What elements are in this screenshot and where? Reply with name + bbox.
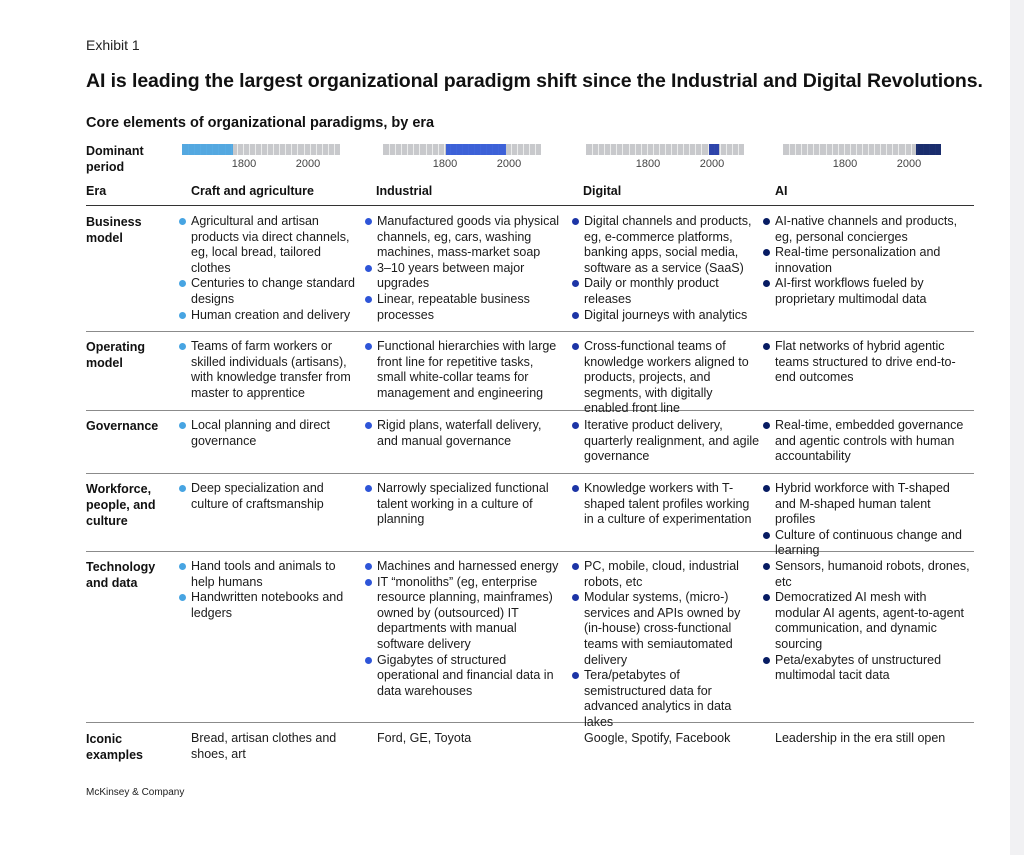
table-cell-craft xyxy=(179,559,361,621)
table-cell-digital xyxy=(572,339,760,417)
dominant-period-fill xyxy=(182,144,233,155)
timeline-tick xyxy=(801,144,802,155)
timeline-tick xyxy=(898,144,899,155)
bullet-item xyxy=(763,245,973,276)
bullet-list xyxy=(365,481,561,528)
table-cell-digital xyxy=(572,559,760,731)
timeline-labels xyxy=(586,158,744,172)
cell-text: Bread, artisan clothes and shoes, art xyxy=(191,731,337,761)
row-label: Operating model xyxy=(86,340,146,370)
bullet-item xyxy=(179,214,361,276)
timeline-craft xyxy=(182,144,340,172)
timeline-tick xyxy=(255,144,256,155)
bullet-dot-icon xyxy=(179,280,186,287)
timeline-ai xyxy=(783,144,941,172)
bullet-text: Rigid plans, waterfall delivery, and manual governance xyxy=(377,418,542,448)
row-label: Governance xyxy=(86,419,159,433)
table-cell-industrial xyxy=(365,731,561,747)
bullet-list xyxy=(763,481,973,559)
timeline-tick xyxy=(267,144,268,155)
bullet-dot-icon xyxy=(365,265,372,272)
timeline-year-label: 2000 xyxy=(699,158,725,170)
cell-text: Leadership in the era still open xyxy=(775,731,946,745)
chart-subtitle: Core elements of organizational paradigms, by era xyxy=(86,115,435,131)
table-cell-industrial xyxy=(365,214,561,323)
row-divider xyxy=(86,410,974,411)
bullet-text: AI-first workflows fueled by proprietary multimodal data xyxy=(775,276,927,306)
bullet-item xyxy=(572,276,760,307)
bullet-item xyxy=(572,590,760,668)
bullet-dot-icon xyxy=(179,422,186,429)
timeline-tick xyxy=(243,144,244,155)
timeline-tick xyxy=(892,144,893,155)
table-cell-craft xyxy=(179,214,361,323)
bullet-dot-icon xyxy=(572,422,579,429)
bullet-text: Linear, repeatable business processes xyxy=(377,291,530,322)
bullet-list xyxy=(572,214,760,323)
bullet-item xyxy=(365,481,561,528)
dominant-period-fill xyxy=(709,144,718,155)
bullet-text: Culture of continuous change and learning xyxy=(775,527,962,558)
bullet-text: IT “monoliths” (eg, enterprise resource planning, mainframes) owned by (outsourced) IT departments with manual software delivery xyxy=(377,574,553,651)
bullet-list xyxy=(179,214,361,323)
bullet-item xyxy=(572,418,760,465)
dominant-period-text: Dominant period xyxy=(86,144,144,174)
timeline-tick xyxy=(237,144,238,155)
timeline-tick xyxy=(610,144,611,155)
bullet-text: Iterative product delivery, quarterly realignment, and agile governance xyxy=(584,418,760,464)
bullet-item xyxy=(179,590,361,621)
bullet-text: Real-time, embedded governance and agentic controls with human accountability xyxy=(775,418,964,464)
bullet-dot-icon xyxy=(763,485,770,492)
timeline-tick xyxy=(850,144,851,155)
timeline-tick xyxy=(838,144,839,155)
bullet-list xyxy=(763,418,973,465)
bullet-dot-icon xyxy=(179,594,186,601)
timeline-tick xyxy=(807,144,808,155)
timeline-tick xyxy=(880,144,881,155)
table-cell-digital xyxy=(572,214,760,323)
bullet-dot-icon xyxy=(365,343,372,350)
row-divider xyxy=(86,331,974,332)
bullet-text: AI-native channels and products, eg, personal concierges xyxy=(775,214,958,244)
timeline-tick xyxy=(389,144,390,155)
timeline-tick xyxy=(653,144,654,155)
bullet-text: Modular systems, (micro-) services and APIs owned by (in-house) cross-functional teams with semiautomated delivery xyxy=(584,590,741,667)
table-cell-ai xyxy=(763,731,973,747)
bullet-list xyxy=(179,481,361,512)
bullet-dot-icon xyxy=(572,594,579,601)
timeline-tick xyxy=(304,144,305,155)
bullet-dot-icon xyxy=(179,563,186,570)
table-cell-craft xyxy=(179,418,361,449)
bullet-item xyxy=(365,292,561,323)
bullet-item xyxy=(572,214,760,276)
bullet-dot-icon xyxy=(365,422,372,429)
timeline-tick xyxy=(720,144,721,155)
timeline-tick xyxy=(671,144,672,155)
bullet-item xyxy=(763,653,973,684)
bullet-item xyxy=(572,559,760,590)
bullet-text: Centuries to change standard designs xyxy=(191,276,355,306)
bullet-list xyxy=(572,418,760,465)
bullet-text: Real-time personalization and innovation xyxy=(775,245,941,275)
row-label: Business model xyxy=(86,215,142,245)
timeline-tick xyxy=(629,144,630,155)
bullet-dot-icon xyxy=(365,485,372,492)
table-cell-digital xyxy=(572,418,760,465)
timeline-digital xyxy=(586,144,744,172)
bullet-item xyxy=(179,276,361,307)
bullet-item xyxy=(365,339,561,401)
bullet-dot-icon xyxy=(763,343,770,350)
timeline-tick xyxy=(291,144,292,155)
timeline-tick xyxy=(598,144,599,155)
timeline-tick xyxy=(683,144,684,155)
timeline-tick xyxy=(695,144,696,155)
bullet-dot-icon xyxy=(763,218,770,225)
bullet-item xyxy=(179,481,361,512)
timeline-tick xyxy=(413,144,414,155)
bullet-dot-icon xyxy=(365,218,372,225)
footer-brand: McKinsey & Company xyxy=(86,787,185,798)
timeline-tick xyxy=(641,144,642,155)
timeline-tick xyxy=(529,144,530,155)
timeline-industrial xyxy=(383,144,541,172)
bullet-text: Hybrid workforce with T-shaped and M-shaped human talent profiles xyxy=(775,481,950,527)
era-column-header: Era xyxy=(86,184,107,198)
bullet-dot-icon xyxy=(179,312,186,319)
timeline-tick xyxy=(328,144,329,155)
era-header-digital: Digital xyxy=(583,184,622,198)
bullet-text: Hand tools and animals to help humans xyxy=(191,559,336,589)
bullet-text: Local planning and direct governance xyxy=(191,418,330,448)
bullet-text: Knowledge workers with T-shaped talent profiles working in a culture of experimentation xyxy=(584,481,752,527)
bullet-dot-icon xyxy=(179,343,186,350)
bullet-text: Peta/exabytes of unstructured multimodal tacit data xyxy=(775,652,942,683)
timeline-year-label: 2000 xyxy=(295,158,321,170)
bullet-item xyxy=(365,214,561,261)
bullet-list xyxy=(763,559,973,684)
timeline-year-label: 1800 xyxy=(231,158,257,170)
table-cell-craft xyxy=(179,481,361,512)
timeline-tick xyxy=(738,144,739,155)
table-cell-industrial xyxy=(365,418,561,449)
timeline-tick xyxy=(407,144,408,155)
bullet-item xyxy=(572,339,760,417)
timeline-tick xyxy=(432,144,433,155)
bullet-dot-icon xyxy=(365,296,372,303)
dominant-period-label xyxy=(86,143,150,175)
bullet-text: 3–10 years between major upgrades xyxy=(377,260,525,291)
timeline-tick xyxy=(444,144,445,155)
bullet-dot-icon xyxy=(572,343,579,350)
bullet-list xyxy=(365,559,561,699)
table-cell-industrial xyxy=(365,559,561,699)
bullet-list xyxy=(763,214,973,308)
row-label: Workforce, people, and culture xyxy=(86,482,156,528)
bullet-text: Agricultural and artisan products via direct channels, eg, local bread, tailored clothes xyxy=(191,214,350,275)
row-label: Technology and data xyxy=(86,560,156,590)
timeline-tick xyxy=(604,144,605,155)
timeline-tick xyxy=(395,144,396,155)
table-cell-industrial xyxy=(365,339,561,401)
timeline-tick xyxy=(426,144,427,155)
header-divider xyxy=(86,205,974,206)
bullet-text: Handwritten notebooks and ledgers xyxy=(191,590,344,620)
page-title: AI is leading the largest organizational paradigm shift since the Industrial and Digital Revolutions. xyxy=(86,70,983,92)
bullet-item xyxy=(365,559,561,575)
bullet-item xyxy=(763,276,973,307)
timeline-tick xyxy=(523,144,524,155)
bullet-list xyxy=(572,339,760,417)
timeline-tick xyxy=(592,144,593,155)
timeline-tick xyxy=(819,144,820,155)
timeline-tick xyxy=(517,144,518,155)
bullet-dot-icon xyxy=(572,218,579,225)
bullet-text: Gigabytes of structured operational and financial data in data warehouses xyxy=(377,652,554,698)
timeline-tick xyxy=(273,144,274,155)
bullet-text: Digital journeys with analytics xyxy=(584,307,748,322)
bullet-item xyxy=(763,418,973,465)
bullet-list xyxy=(365,418,561,449)
timeline-tick xyxy=(635,144,636,155)
dominant-period-fill xyxy=(916,144,941,155)
bullet-dot-icon xyxy=(763,422,770,429)
bullet-item xyxy=(572,481,760,528)
timeline-labels xyxy=(383,158,541,172)
bullet-list xyxy=(763,339,973,386)
bullet-dot-icon xyxy=(179,485,186,492)
bullet-item xyxy=(763,528,973,559)
table-cell-ai xyxy=(763,559,973,684)
bullet-item xyxy=(763,339,973,386)
bullet-dot-icon xyxy=(763,657,770,664)
table-cell-ai xyxy=(763,418,973,465)
bullet-item xyxy=(365,575,561,653)
bullet-text: Tera/petabytes of semistructured data for advanced analytics in data lakes xyxy=(584,668,732,729)
bullet-dot-icon xyxy=(572,672,579,679)
bullet-item xyxy=(763,590,973,652)
bullet-list xyxy=(365,339,561,401)
timeline-tick xyxy=(438,144,439,155)
bullet-item xyxy=(365,653,561,700)
era-header-industrial: Industrial xyxy=(376,184,433,198)
timeline-tick xyxy=(886,144,887,155)
bullet-item xyxy=(763,214,973,245)
timeline-tick xyxy=(659,144,660,155)
row-divider xyxy=(86,722,974,723)
timeline-bar xyxy=(383,144,541,155)
timeline-tick xyxy=(279,144,280,155)
timeline-tick xyxy=(334,144,335,155)
timeline-tick xyxy=(732,144,733,155)
timeline-tick xyxy=(911,144,912,155)
timeline-tick xyxy=(511,144,512,155)
table-cell-digital xyxy=(572,481,760,528)
timeline-bar xyxy=(783,144,941,155)
cell-text: Ford, GE, Toyota xyxy=(377,731,472,745)
timeline-bar xyxy=(182,144,340,155)
era-header-craft: Craft and agriculture xyxy=(191,184,314,198)
dominant-period-fill xyxy=(446,144,506,155)
timeline-tick xyxy=(285,144,286,155)
bullet-dot-icon xyxy=(763,594,770,601)
bullet-text: Machines and harnessed energy xyxy=(377,559,559,573)
table-cell-ai xyxy=(763,481,973,559)
bullet-dot-icon xyxy=(572,312,579,319)
bullet-list xyxy=(572,559,760,731)
bullet-dot-icon xyxy=(763,563,770,570)
bullet-item xyxy=(365,418,561,449)
bullet-text: PC, mobile, cloud, industrial robots, etc xyxy=(584,559,739,589)
timeline-year-label: 2000 xyxy=(496,158,522,170)
cell-text: Google, Spotify, Facebook xyxy=(584,731,731,745)
bullet-item xyxy=(179,418,361,449)
exhibit-number: Exhibit 1 xyxy=(86,37,140,53)
timeline-tick xyxy=(249,144,250,155)
bullet-dot-icon xyxy=(572,563,579,570)
table-cell-ai xyxy=(763,339,973,386)
row-divider xyxy=(86,473,974,474)
timeline-tick xyxy=(401,144,402,155)
timeline-tick xyxy=(316,144,317,155)
era-header-ai: AI xyxy=(775,184,788,198)
table-cell-craft xyxy=(179,731,361,762)
bullet-list xyxy=(572,481,760,528)
timeline-year-label: 2000 xyxy=(896,158,922,170)
timeline-tick xyxy=(622,144,623,155)
timeline-year-label: 1800 xyxy=(432,158,458,170)
timeline-year-label: 1800 xyxy=(635,158,661,170)
bullet-item xyxy=(365,261,561,292)
bullet-dot-icon xyxy=(763,280,770,287)
bullet-list xyxy=(179,339,361,401)
timeline-tick xyxy=(868,144,869,155)
timeline-tick xyxy=(726,144,727,155)
timeline-tick xyxy=(647,144,648,155)
timeline-tick xyxy=(826,144,827,155)
timeline-tick xyxy=(795,144,796,155)
bullet-dot-icon xyxy=(572,485,579,492)
bullet-dot-icon xyxy=(365,657,372,664)
row-label: Iconic examples xyxy=(86,732,143,762)
timeline-tick xyxy=(310,144,311,155)
bullet-text: Digital channels and products, eg, e-commerce platforms, banking apps, social media, software as a service (SaaS) xyxy=(584,214,752,275)
timeline-tick xyxy=(701,144,702,155)
timeline-labels xyxy=(783,158,941,172)
timeline-tick xyxy=(856,144,857,155)
bullet-text: Manufactured goods via physical channels, eg, cars, washing machines, mass-market soap xyxy=(377,214,560,260)
table-cell-digital xyxy=(572,731,760,747)
bullet-list xyxy=(365,214,561,323)
bullet-item xyxy=(572,668,760,730)
timeline-tick xyxy=(677,144,678,155)
bullet-text: Cross-functional teams of knowledge workers aligned to products, projects, and segments, with digitally enabled front line xyxy=(584,339,749,416)
bullet-text: Functional hierarchies with large front line for repetitive tasks, small white-collar teams for management and engineering xyxy=(377,339,557,400)
timeline-tick xyxy=(616,144,617,155)
bullet-dot-icon xyxy=(763,249,770,256)
bullet-item xyxy=(179,308,361,324)
timeline-tick xyxy=(535,144,536,155)
table-cell-industrial xyxy=(365,481,561,528)
bullet-text: Democratized AI mesh with modular AI agents, agent-to-agent communication, and dynamic sourcing xyxy=(775,590,965,651)
bullet-list xyxy=(179,418,361,449)
timeline-tick xyxy=(665,144,666,155)
timeline-bar xyxy=(586,144,744,155)
bullet-item xyxy=(763,559,973,590)
timeline-tick xyxy=(322,144,323,155)
bullet-text: Teams of farm workers or skilled individuals (artisans), with knowledge transfer from master to apprentice xyxy=(191,339,351,400)
timeline-tick xyxy=(832,144,833,155)
bullet-item xyxy=(572,308,760,324)
timeline-tick xyxy=(813,144,814,155)
timeline-tick xyxy=(844,144,845,155)
bullet-item xyxy=(763,481,973,528)
bullet-list xyxy=(179,559,361,621)
bullet-dot-icon xyxy=(763,532,770,539)
bullet-dot-icon xyxy=(572,280,579,287)
bullet-text: Flat networks of hybrid agentic teams structured to drive end-to-end outcomes xyxy=(775,339,956,385)
table-cell-craft xyxy=(179,339,361,401)
bullet-item xyxy=(179,559,361,590)
timeline-labels xyxy=(182,158,340,172)
timeline-year-label: 1800 xyxy=(832,158,858,170)
timeline-tick xyxy=(874,144,875,155)
table-cell-ai xyxy=(763,214,973,308)
timeline-tick xyxy=(297,144,298,155)
bullet-dot-icon xyxy=(365,563,372,570)
bullet-text: Deep specialization and culture of craftsmanship xyxy=(191,481,324,511)
bullet-dot-icon xyxy=(179,218,186,225)
timeline-tick xyxy=(261,144,262,155)
bullet-text: Sensors, humanoid robots, drones, etc xyxy=(775,559,970,589)
bullet-text: Narrowly specialized functional talent working in a culture of planning xyxy=(377,481,549,527)
timeline-tick xyxy=(862,144,863,155)
bullet-text: Daily or monthly product releases xyxy=(584,276,719,306)
bullet-dot-icon xyxy=(365,579,372,586)
bullet-item xyxy=(179,339,361,401)
timeline-tick xyxy=(689,144,690,155)
timeline-tick xyxy=(789,144,790,155)
bullet-text: Human creation and delivery xyxy=(191,307,351,322)
timeline-tick xyxy=(905,144,906,155)
timeline-tick xyxy=(419,144,420,155)
